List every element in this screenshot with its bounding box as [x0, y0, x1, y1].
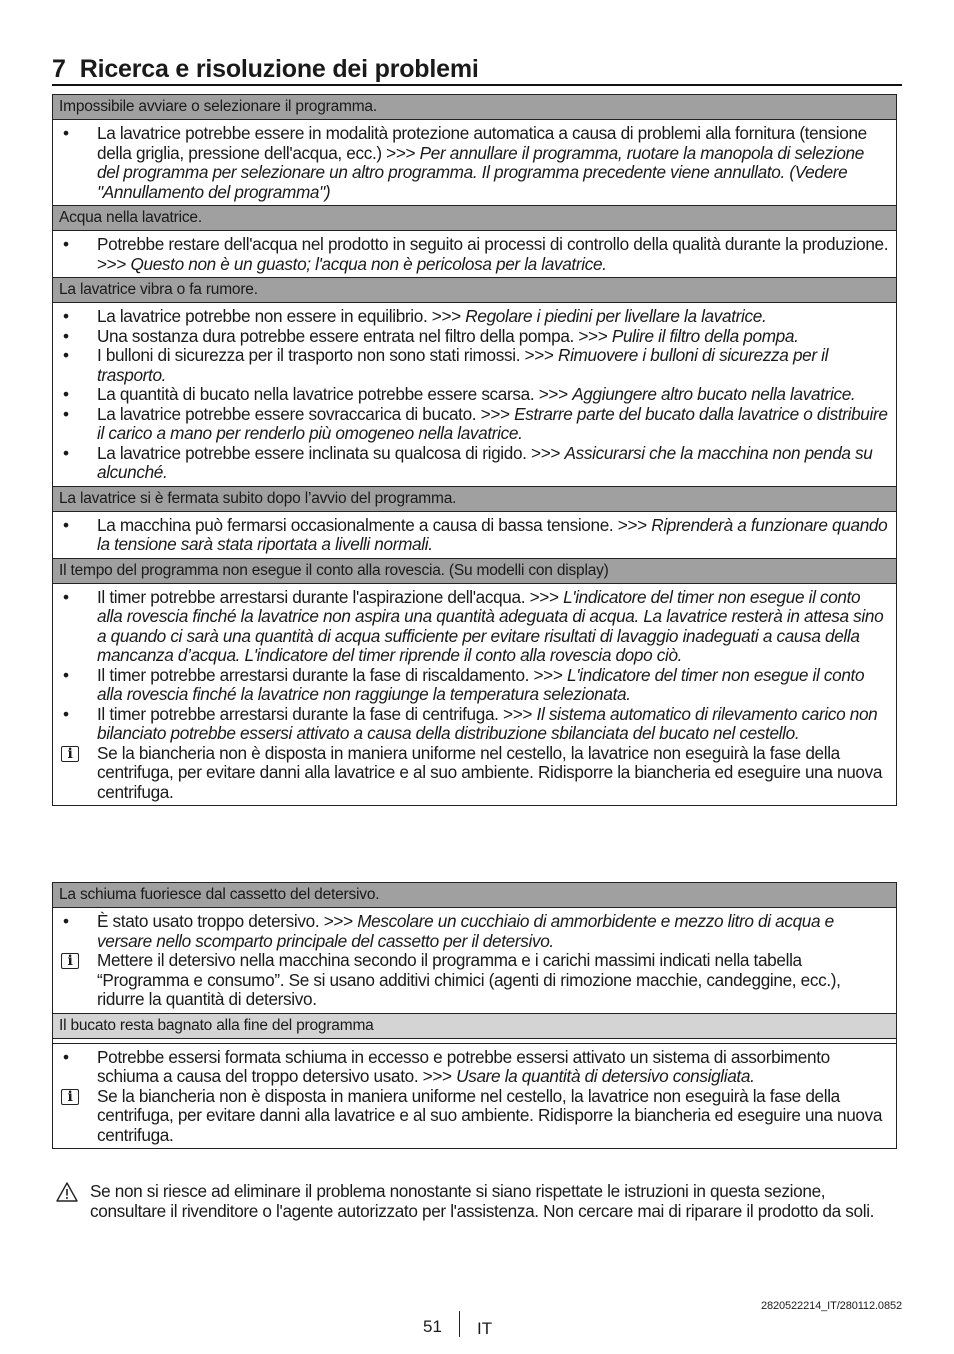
problem-header: La schiuma fuoriesce dal cassetto del detersivo. — [53, 882, 896, 908]
info-icon — [61, 1089, 79, 1105]
bullet-mark — [59, 588, 97, 666]
info-mark — [59, 1087, 97, 1146]
problem-body — [53, 1043, 896, 1149]
list-item — [59, 516, 890, 555]
problem-body — [53, 231, 896, 277]
problem-body — [53, 303, 896, 486]
list-item — [59, 951, 890, 1010]
bullet-mark — [59, 405, 97, 444]
list-item — [59, 1087, 890, 1146]
chapter-title: Ricerca e risoluzione dei problemi — [79, 55, 479, 83]
problem-body — [53, 584, 896, 806]
remedy-text: Riprenderà a funzionare quando la tensione sarà stata riportata a livelli normali. — [97, 514, 888, 554]
list-item — [59, 705, 890, 744]
problem-header: Il tempo del programma non esegue il conto alla rovescia. (Su modelli con display) — [53, 558, 896, 584]
cause-text: Una sostanza dura potrebbe essere entrata nel filtro della pompa. >>> — [97, 325, 612, 346]
cause-text: La lavatrice potrebbe non essere in equilibrio. >>> — [97, 306, 466, 326]
bullet-mark — [59, 385, 97, 405]
bullet-mark — [59, 705, 97, 744]
cause-text: Il timer potrebbe arrestarsi durante la fase di riscaldamento. >>> — [97, 664, 567, 685]
list-item — [59, 307, 890, 327]
problem-header: Acqua nella lavatrice. — [53, 205, 896, 231]
remedy-text: Assicurarsi che la macchina non penda su alcunché. — [97, 442, 873, 482]
page-number: 51 — [423, 1317, 442, 1336]
warning-triangle-icon — [56, 1182, 90, 1221]
list-item — [59, 385, 890, 405]
bullet-mark — [59, 235, 97, 274]
document-code: 2820522214_IT/280112.0852 — [760, 1300, 902, 1312]
bullet-mark — [59, 516, 97, 555]
bullet-mark — [59, 666, 97, 705]
list-item — [59, 588, 890, 666]
cause-text: La macchina può fermarsi occasionalmente a causa di bassa tensione. >>> — [97, 514, 652, 535]
problem-header: Impossibile avviare o selezionare il programma. — [53, 94, 896, 120]
info-text: Mettere il detersivo nella macchina secondo il programma e i carichi massimi indicati nella tabella “Programma e consumo”. Se si usano additivi chimici (agenti di rimozione macchie, candeggine, ecc.), ridurre la quantità di detersivo. — [97, 950, 841, 1009]
remedy-text: Usare la quantità di detersivo consigliata. — [456, 1066, 755, 1086]
cause-text: Il timer potrebbe arrestarsi durante l'aspirazione dell'acqua. >>> — [97, 586, 564, 607]
language-code: IT — [477, 1319, 493, 1338]
problem-header: La lavatrice vibra o fa rumore. — [53, 277, 896, 303]
remedy-text: Per annullare il programma, ruotare la manopola di selezione del programma per selezionare un altro programma. Il programma precedente viene annullato. (Vedere "Annullamento del programma") — [97, 142, 864, 202]
remedy-text: Pulire il filtro della pompa. — [611, 325, 799, 346]
cause-text: La quantità di bucato nella lavatrice potrebbe essere scarsa. >>> — [97, 384, 573, 404]
info-icon — [61, 953, 79, 969]
cause-text: Potrebbe essersi formata schiuma in eccesso e potrebbe essersi attivato un sistema di assorbimento schiuma a causa del troppo detersivo usato. >>> — [97, 1046, 830, 1086]
footer-divider — [459, 1311, 460, 1337]
cause-text: I bulloni di sicurezza per il trasporto non sono stati rimossi. >>> — [97, 345, 559, 365]
warning-note — [56, 1182, 896, 1221]
bullet-mark — [59, 346, 97, 385]
bullet-mark — [59, 912, 97, 951]
list-item — [59, 235, 890, 274]
cause-text: La lavatrice potrebbe essere inclinata su qualcosa di rigido. >>> — [97, 442, 565, 463]
bullet-mark — [59, 307, 97, 327]
remedy-text: Regolare i piedini per livellare la lavatrice. — [465, 306, 767, 326]
info-icon — [61, 746, 79, 762]
problem-body — [53, 908, 896, 1013]
info-text: Se la biancheria non è disposta in maniera uniforme nel cestello, la lavatrice non eseguirà la fase della centrifuga, per evitare danni alla lavatrice e al suo ambiente. Ridisporre la biancheria ed eseguire una nuova centrifuga. — [97, 742, 883, 802]
list-item — [59, 666, 890, 705]
bullet-mark — [59, 1048, 97, 1087]
page-footer — [0, 1311, 954, 1341]
cause-text: La lavatrice potrebbe essere sovraccarica di bucato. >>> — [97, 403, 515, 424]
remedy-text: Questo non è un guasto; l'acqua non è pericolosa per la lavatrice. — [130, 253, 607, 274]
remedy-text: Il sistema automatico di rilevamento carico non bilanciato potrebbe essersi attivato a causa della distribuzione sbilanciata del bucato nel cestello. — [97, 703, 878, 743]
problem-body — [53, 120, 896, 205]
list-item — [59, 912, 890, 951]
list-item — [59, 444, 890, 483]
info-text: Se la biancheria non è disposta in maniera uniforme nel cestello, la lavatrice non eseguirà la fase della centrifuga, per evitare danni alla lavatrice e al suo ambiente. Ridisporre la biancheria ed eseguire una nuova centrifuga. — [97, 1085, 883, 1145]
bullet-mark — [59, 444, 97, 483]
remedy-text: Mescolare un cucchiaio di ammorbidente e mezzo litro di acqua e versare nello scomparto principale del cassetto per il detersivo. — [97, 911, 834, 951]
info-mark — [59, 951, 97, 1010]
bullet-mark — [59, 327, 97, 347]
list-item — [59, 405, 890, 444]
cause-text: Il timer potrebbe arrestarsi durante la fase di centrifuga. >>> — [97, 703, 537, 724]
warning-text: Se non si riesce ad eliminare il problema nonostante si siano rispettate le istruzioni in questa sezione, consultare il rivenditore o l'agente autorizzato per l'assistenza. Non cercare mai di riparare il prodotto da soli. — [90, 1181, 875, 1221]
list-item — [59, 744, 890, 803]
remedy-text: Aggiungere altro bucato nella lavatrice. — [572, 384, 856, 404]
list-item — [59, 124, 890, 202]
troubleshooting-table-2 — [52, 882, 897, 1149]
list-item — [59, 327, 890, 347]
remedy-text: Rimuovere i bulloni di sicurezza per il trasporto. — [97, 345, 829, 385]
remedy-text: L'indicatore del timer non esegue il conto alla rovescia finché la lavatrice non aspira una quantità adeguata di acqua. La lavatrice resterà in attesa sino a quando ci sarà una quantità di acqua sufficiente per evitare risultati di lavaggio inadeguati a causa della mancanza d’acqua. L'indicatore del timer riprende il conto alla rovescia dopo ciò. — [97, 586, 884, 665]
cause-text: È stato usato troppo detersivo. >>> — [97, 911, 358, 931]
list-item — [59, 346, 890, 385]
problem-header: Il bucato resta bagnato alla fine del programma — [53, 1013, 896, 1039]
problem-body — [53, 512, 896, 558]
chapter-number: 7 — [52, 55, 66, 83]
remedy-text: Estrarre parte del bucato dalla lavatrice o distribuire il carico a mano per renderlo più omogeneo nella lavatrice. — [97, 403, 888, 443]
troubleshooting-table-1 — [52, 94, 897, 806]
cause-text: Potrebbe restare dell'acqua nel prodotto in seguito ai processi di controllo della qualità durante la produzione. >>> — [97, 234, 889, 274]
page-title — [52, 54, 902, 86]
list-item — [59, 1048, 890, 1087]
remedy-text: L'indicatore del timer non esegue il conto alla rovescia finché la lavatrice non raggiunge la temperatura selezionata. — [97, 664, 865, 704]
cause-text: La lavatrice potrebbe essere in modalità protezione automatica a causa di problemi alla fornitura (tensione della griglia, pressione dell'acqua, ecc.) >>> — [97, 123, 867, 163]
info-mark — [59, 744, 97, 803]
bullet-mark — [59, 124, 97, 202]
problem-header: La lavatrice si è fermata subito dopo l’avvio del programma. — [53, 486, 896, 512]
